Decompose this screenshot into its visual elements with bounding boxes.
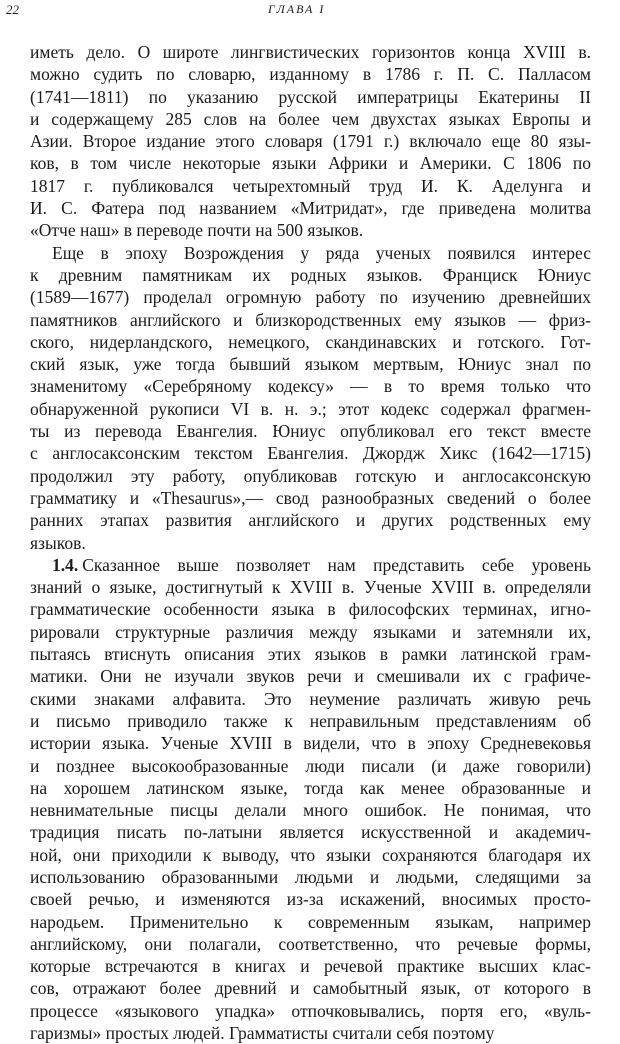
line-text: обнаруженной рукописи VI в. н. э.; этот кодекс содержал фрагмен- xyxy=(30,398,591,419)
text-line xyxy=(30,242,591,264)
running-head: ГЛАВА I xyxy=(268,2,326,16)
text-line xyxy=(30,933,591,955)
text-line xyxy=(30,465,591,487)
text-line xyxy=(30,977,591,999)
line-text: английскому, они полагали, соответственно, что речевые формы, xyxy=(30,933,591,954)
line-text: ной, они приходили к выводу, что языки сохраняются благодаря их xyxy=(30,844,591,865)
text-line xyxy=(30,844,591,866)
text-line xyxy=(30,197,591,219)
text-line xyxy=(30,643,591,665)
text-line xyxy=(30,309,591,331)
line-text: ского, нидерландского, немецкого, скандинавских и готского. Гот- xyxy=(30,331,591,352)
text-line xyxy=(30,1000,591,1022)
line-text: продолжил эту работу, опубликовав готскую и англосаксонскую xyxy=(30,465,591,486)
line-text: знаний о языке, достигнутый к XVIII в. Ученые XVIII в. определяли xyxy=(30,577,591,598)
line-text: и позднее высокообразованные люди писали (и даже говорили) xyxy=(30,755,591,776)
text-line xyxy=(30,487,591,509)
line-text: своей речью, и изменяются из-за искажений, вносимых просто- xyxy=(30,889,591,910)
line-text: которые встречаются в книгах и речевой практике высших клас- xyxy=(30,956,591,977)
text-line xyxy=(30,420,591,442)
line-text: памятников английского и близкородственных ему языков — фриз- xyxy=(30,309,591,330)
line-text: ков, в том числе некоторые языки Африки и Америки. С 1806 по xyxy=(30,153,591,174)
line-text: грамматику и «Thesaurus»,— свод разнообразных сведений о более xyxy=(30,487,591,508)
text-line xyxy=(30,286,591,308)
text-line xyxy=(30,264,591,286)
line-text: процессе «языкового упадка» отпочковывались, портя его, «вуль- xyxy=(30,1000,591,1021)
line-text: истории языка. Ученые XVIII в видели, что в эпоху Средневековья xyxy=(30,733,591,754)
line-text: к древним памятникам их родных языков. Франциск Юниус xyxy=(30,264,591,285)
text-line xyxy=(30,888,591,910)
text-line xyxy=(30,755,591,777)
line-text: Еще в эпоху Возрождения у ряда ученых появился интерес xyxy=(52,242,591,263)
text-line xyxy=(30,331,591,353)
line-text: гаризмы» простых людей. Грамматисты считали себя поэтому xyxy=(30,1023,495,1044)
line-text: грамматические особенности языка в философских терминах, игно- xyxy=(30,599,591,620)
text-line xyxy=(30,710,591,732)
text-line xyxy=(30,576,591,598)
line-text: матики. Они не изучали звуков речи и смешивали их с графиче- xyxy=(30,666,591,687)
line-text: скими знаками алфавита. Это неумение различать живую речь xyxy=(30,688,591,709)
line-text: народьем. Применительно к современным языкам, например xyxy=(30,911,591,932)
line-text: пытаясь втиснуть описания этих языков в рамки латинской грам- xyxy=(30,644,591,665)
line-text: рировали структурные различия между языками и затемняли их, xyxy=(30,621,591,642)
text-line xyxy=(30,621,591,643)
text-line xyxy=(30,130,591,152)
text-line xyxy=(30,398,591,420)
text-line xyxy=(30,866,591,888)
text-line xyxy=(30,554,591,576)
text-line xyxy=(30,509,591,531)
text-line xyxy=(30,911,591,933)
line-text: на хорошем латинском языке, тогда как менее образованные и xyxy=(30,777,591,798)
text-line xyxy=(30,955,591,977)
line-text: (1741—1811) по указанию русской императрицы Екатерины II xyxy=(30,86,591,107)
text-line xyxy=(30,777,591,799)
text-line xyxy=(30,108,591,130)
line-text: «Отче наш» в переводе почти на 500 языков. xyxy=(30,220,364,241)
text-line xyxy=(30,665,591,687)
line-text: и содержащему 285 слов на более чем двухстах языках Европы и xyxy=(30,108,591,129)
line-text: языков. xyxy=(30,532,86,553)
line-text: традиция писать по-латыни является искусственной и академич- xyxy=(30,822,591,843)
text-line xyxy=(30,175,591,197)
line-text: знаменитому «Серебряному кодексу» — в то время только что xyxy=(30,376,591,397)
text-line xyxy=(30,442,591,464)
text-line xyxy=(30,152,591,174)
text-line xyxy=(30,63,591,85)
line-text: с англосаксонским текстом Евангелия. Джордж Хикс (1642—1715) xyxy=(30,443,591,464)
page-number: 22 xyxy=(6,2,19,17)
line-text: Сказанное выше позволяет нам представить себе уровень xyxy=(82,554,591,575)
line-text: сов, отражают более древний и самобытный язык, от которого в xyxy=(30,978,591,999)
line-text: можно судить по словарю, изданному в 1786 г. П. С. Палласом xyxy=(30,64,591,85)
text-line xyxy=(30,86,591,108)
line-text: и письмо приводило также к неправильным представлениям об xyxy=(30,710,591,731)
page-header xyxy=(0,2,620,20)
text-line xyxy=(30,219,591,241)
section-number: 1.4. xyxy=(52,554,79,575)
text-line xyxy=(30,799,591,821)
text-line xyxy=(30,1022,591,1044)
text-line xyxy=(30,821,591,843)
line-text: И. С. Фатера под названием «Митридат», где приведена молитва xyxy=(30,198,591,219)
line-text: использованию образованными людьми и людьми, следящими за xyxy=(30,866,591,887)
line-text: ский язык, уже тогда бывший языком мертвым, Юниус знал по xyxy=(30,354,591,375)
line-text: иметь дело. О широте лингвистических горизонтов конца XVIII в. xyxy=(30,42,591,62)
text-line xyxy=(30,532,591,554)
text-line xyxy=(30,41,591,63)
text-line xyxy=(30,598,591,620)
line-text: ты из перевода Евангелия. Юниус опубликовал его текст вместе xyxy=(30,421,591,442)
line-text: ранних этапах развития английского и других родственных ему xyxy=(30,510,591,531)
body-text xyxy=(30,41,591,1044)
line-text: 1817 г. публиковался четырехтомный труд И. К. Аделунга и xyxy=(30,175,591,196)
text-line xyxy=(30,732,591,754)
text-line xyxy=(30,375,591,397)
line-text: (1589—1677) проделал огромную работу по изучению древнейших xyxy=(30,287,591,308)
text-line xyxy=(30,688,591,710)
text-line xyxy=(30,353,591,375)
line-text: Азии. Второе издание этого словаря (1791 г.) включало еще 80 язы- xyxy=(30,131,591,152)
line-text: невнимательные писцы делали много ошибок. Не понимая, что xyxy=(30,800,591,821)
